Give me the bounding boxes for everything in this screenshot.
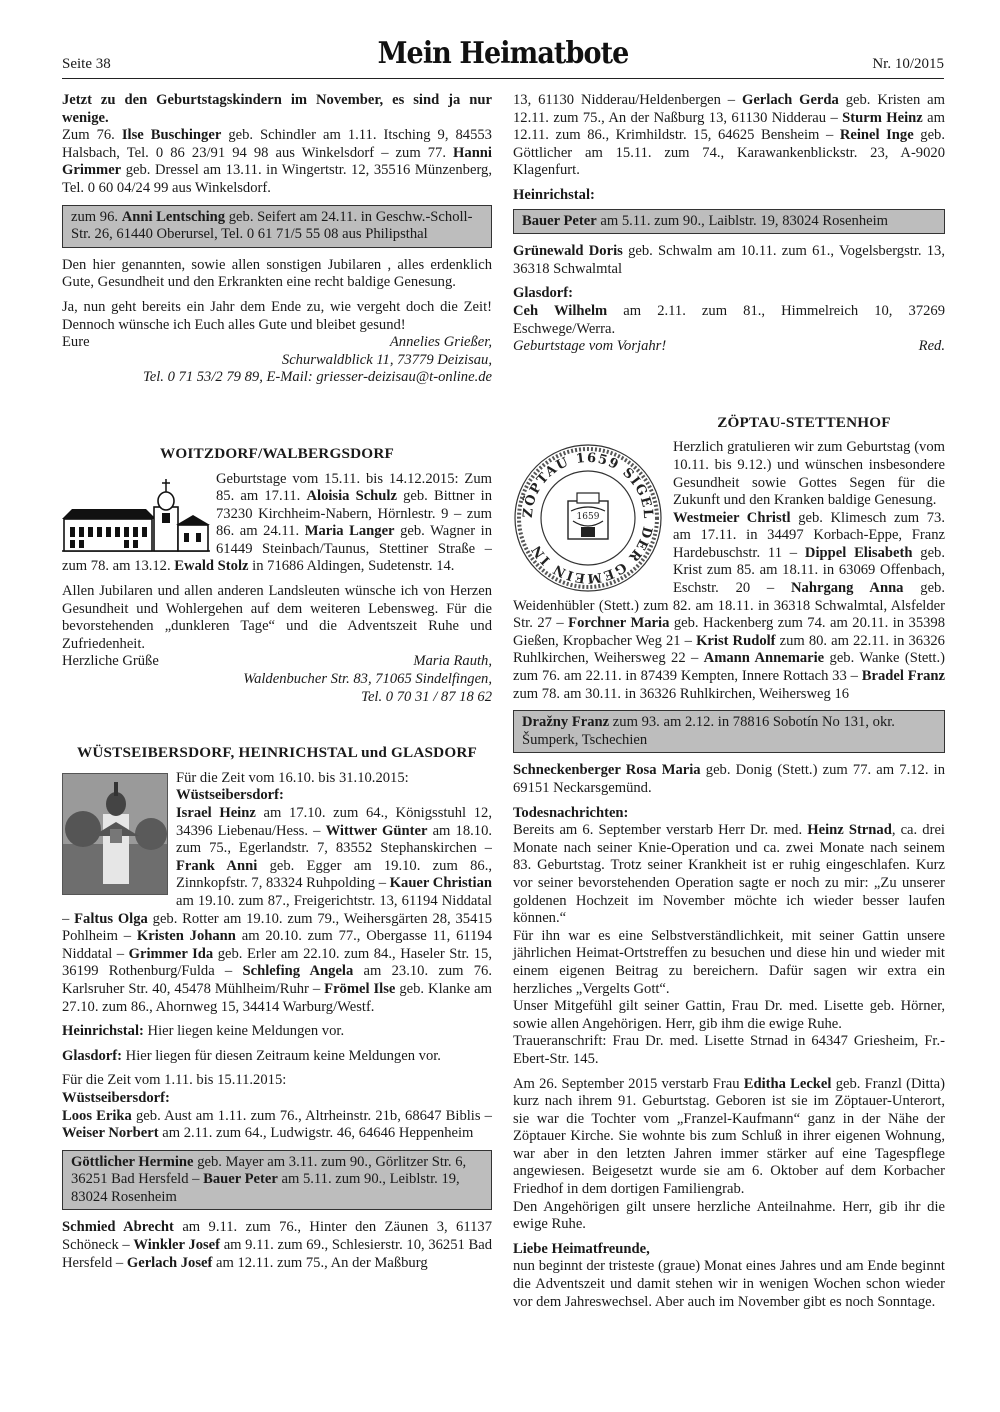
leckel-paragraph-2: Den Angehörigen gilt unsere herzliche Anteilnahme. Herr, gib ihr die ewige Ruhe.	[513, 1198, 945, 1233]
subheading: Heinrichstal:	[513, 186, 595, 203]
person-name: Nahrgang Anna	[791, 580, 904, 597]
person-name: Wittwer Günter	[325, 822, 428, 839]
church-photo	[62, 773, 168, 895]
woitz-paragraph: Geburtstage vom 15.11. bis 14.12.2015: Zum 85. am 17.11. Aloisia Schulz geb. Bittner in 73230 Kirchheim-Nabern, Hörnlestr. 9 – zum 86. am 24.11. Maria Langer geb. Wagner in 61449 Steinbach/Taunus, Stettiner Straße – zum 78. am 13.12. Ewald Stolz in 71686 Aldingen, Sudetenstr. 14.	[62, 470, 492, 575]
prev-year-row	[513, 338, 945, 356]
subheading: Todesnachrichten:	[513, 804, 629, 821]
person-name: Gerlach Josef	[126, 1254, 213, 1271]
person-name: Schmied Abrecht	[62, 1219, 174, 1236]
last-paragraph: Schmied Abrecht am 9.11. zum 76., Hinter den Zäunen 3, 61137 Schöneck – Winkler Josef am 9.11. zum 69., Schlesierstr. 10, 36251 Bad Hersfeld – Gerlach Josef am 12.11. zum 75., An der Maßburg	[62, 1219, 492, 1271]
zoe-intro: Herzlich gratulieren wir zum Geburtstag (vom 10.11. bis 9.12.) und wünschen insbesondere Gesundheit sowie Gottes Segen für die Zukunft und den Kranken baldige Genesung.	[673, 439, 945, 509]
signature-row	[62, 334, 492, 352]
svg-text:1659: 1659	[576, 512, 600, 523]
page-number: Seite 38	[62, 56, 111, 72]
person-name: Bradel Franz	[861, 668, 945, 685]
person-name: Dippel Elisabeth	[804, 544, 913, 561]
person-name: Anni Lentsching	[121, 208, 226, 225]
yearend-paragraph: Ja, nun geht bereits ein Jahr dem Ende zu, wie vergeht doch die Zeit! Dennoch wünsche ich Euch alles Gute und bleibet gesund!	[62, 298, 492, 333]
person-name: Maria Langer	[304, 523, 395, 540]
masthead-logo: Mein Heimatbote	[377, 36, 629, 71]
person-name: Kristen Johann	[136, 928, 236, 945]
person-name: Loos Erika	[62, 1107, 132, 1124]
strnad-paragraph-4: Traueranschrift: Frau Dr. med. Lisette Strnad in 64347 Griesheim, Fr.-Ebert-Str. 145.	[513, 1033, 945, 1067]
person-name: Schneckenberger Rosa Maria	[513, 762, 701, 779]
intro-paragraph: Zum 76. Ilse Buschinger geb. Schindler am 1.11. Itsching 9, 84553 Halsbach, Tel. 0 86 23/91 94 98 aus Winkelsdorf – zum 77. Hanni Grimmer geb. Dressel am 13.11. in Wingertstr. 12, 35516 Münzenberg, Tel. 0 60 04/24 99 aus Winkelsdorf.	[62, 127, 492, 196]
schn-paragraph: Schneckenberger Rosa Maria geb. Donig (Stett.) zum 77. am 7.12. in 69151 Neckarsgemünd.	[513, 762, 946, 796]
church-photo-icon	[63, 774, 167, 894]
section-heading: WÜSTSEIBERSDORF, HEINRICHSTAL und GLASDORF	[76, 744, 478, 762]
highlight-box: zum 96. Anni Lentsching geb. Seifert am 24.11. in Geschw.-Scholl-Str. 26, 61440 Oberursel, Tel. 0 61 71/5 55 08 aus Philipsthal	[62, 205, 492, 248]
woitz-block	[62, 471, 492, 584]
prev-year-note: Geburtstage vom Vorjahr!	[513, 338, 667, 355]
wue-period: Für die Zeit vom 16.10. bis 31.10.2015:	[176, 769, 409, 786]
signature-address: Schurwaldblick 11, 73779 Deizisau,	[281, 351, 492, 368]
strnad-paragraph-2: Für ihn war es eine Selbstverständlichkeit, mit seiner Gattin unsere jährlichen Heimat-Ortstreffen zu besuchen und diese hin und wieder mit einem eigenen Beitrag zu bereichern. Dafür sagen wir extra ein herzliches „Vergelts Gott“.	[513, 927, 945, 997]
church-drawing-icon	[62, 473, 210, 553]
person-name: Sturm Heinz	[842, 109, 923, 126]
zoe-block	[513, 439, 945, 703]
person-name: Amann Annemarie	[703, 650, 825, 667]
person-name: Forchner Maria	[568, 615, 670, 632]
person-name: Heinz Strnad	[807, 822, 892, 839]
page-header	[62, 36, 944, 79]
person-name: Ewald Stolz	[174, 558, 249, 575]
subheading: Liebe Heimatfreunde,	[513, 1240, 650, 1257]
liebe-paragraph: nun beginnt der tristeste (graue) Monat eines Jahres und am Ende beginnt die Adventszeit und damit stehen wir in wenigen Wochen schon wieder vor dem Jahreswechsel. Aber auch im November gibt es noch Sonntage.	[513, 1258, 945, 1310]
person-name: Bauer Peter	[203, 1171, 278, 1188]
person-name: Grünewald Doris	[513, 243, 623, 260]
person-name: Frank Anni	[176, 857, 258, 874]
glas-note: Glasdorf: Hier liegen für diesen Zeitraum keine Meldungen vor.	[62, 1047, 441, 1064]
signature-contact: Tel. 0 70 31 / 87 18 62	[361, 688, 492, 705]
person-name: Frömel Ilse	[324, 980, 396, 997]
section-heading: ZÖPTAU-STETTENHOF	[717, 413, 891, 431]
person-name: Göttlicher Hermine	[71, 1153, 194, 1170]
left-column	[62, 92, 492, 1279]
highlight-box: Göttlicher Hermine geb. Mayer am 3.11. zum 90., Görlitzer Str. 6, 36251 Bad Hersfeld – Bauer Peter am 5.11. zum 90., Leiblstr. 19, 83024 Rosenheim	[62, 1150, 492, 1211]
person-name: Faltus Olga	[74, 910, 148, 927]
issue-number: Nr. 10/2015	[872, 56, 944, 72]
period-2: Für die Zeit vom 1.11. bis 15.11.2015:	[62, 1072, 287, 1089]
highlight-box: Dražny Franz zum 93. am 2.12. in 78816 Sobotín No 131, okr. Šumperk, Tschechien	[513, 710, 945, 753]
person-name: Grimmer Ida	[128, 945, 214, 962]
signature-address: Waldenbucher Str. 83, 71065 Sindelfingen,	[243, 671, 492, 688]
strnad-paragraph-3: Unser Mitgefühl gilt seiner Gattin, Frau Dr. med. Lisette geb. Hörner, sowie allen Angehörigen. Herr, gib ihm die ewige Ruhe.	[513, 998, 945, 1032]
subheading: Wüstseibersdorf:	[62, 1089, 170, 1106]
heinr-note: Heinrichstal: Hier liegen keine Meldungen vor.	[62, 1023, 345, 1040]
person-name: Aloisia Schulz	[306, 488, 397, 505]
person-name: Hanni Grimmer	[62, 144, 492, 179]
svg-text:ZÖPTAU 1659 SIGEL DER GEMEIN I: ZÖPTAU 1659 SIGEL DER GEMEIN IN	[520, 451, 656, 586]
town-seal-icon	[513, 443, 663, 593]
person-name: Krist Rudolf	[696, 632, 776, 649]
subheading: Wüstseibersdorf:	[176, 787, 284, 804]
right-column	[513, 92, 945, 1318]
person-name: Schlefing Angela	[242, 963, 354, 980]
leckel-paragraph: Am 26. September 2015 verstarb Frau Editha Leckel geb. Franzl (Ditta) kurz nach ihrem 91. Geburtstag. Geboren ist sie im Zöptauer-Unterort, sie war die Tochter vom „Franzel-Kaufmann“ ganz in der Nähe der Zöptauer Kirche. Sie wohnte bis zum Schluß in ihrer eigenen Wohnung, war aber in den letzten Jahren immer stärker auf eine Tagespflege angewiesen. Beigesetzt wurde sie am 6. Oktober auf dem Korbacher Friedhof in dem dortigen Familiengrab.	[513, 1075, 946, 1198]
wishes-paragraph: Den hier genannten, sowie allen sonstigen Jubilaren , alles erdenklich Gute, Gesundheit und den Erkrankten eine recht baldige Genesung.	[62, 256, 492, 291]
ceh-paragraph: Ceh Wilhelm am 2.11. zum 81., Himmelreich 10, 37269 Eschwege/Werra.	[513, 302, 946, 337]
intro-heading: Jetzt zu den Geburtstagskindern im November, es sind ja nur wenige.	[62, 92, 492, 126]
person-name: Winkler Josef	[133, 1237, 221, 1254]
person-name: Bauer Peter	[522, 212, 597, 229]
person-name: Ceh Wilhelm	[513, 302, 608, 319]
wue-block	[62, 770, 492, 1023]
person-name: Ilse Buschinger	[121, 127, 222, 144]
section-heading: WOITZDORF/WALBERGSDORF	[160, 444, 394, 462]
woitz-signature-row	[62, 653, 492, 671]
signature-name: Maria Rauth,	[413, 653, 492, 670]
greeting: Herzliche Grüße	[62, 653, 159, 670]
strnad-paragraph: Bereits am 6. September verstarb Herr Dr. med. Heinz Strnad, ca. drei Monate nach seiner Knie-Operation und ca. zwei Monate nach seinem 83. Geburtstag. Trotz seiner Krankheit ist er ruhig eingeschlafen. Kurz vor seiner bevorstehenden Operation sagte er noch zu mir: „Zu unserer goldenen Hochzeit im November möchte ich wieder besser laufen können.“	[513, 822, 945, 927]
signature-contact: Tel. 0 71 53/2 79 89, E-Mail: griesser-deizisau@t-online.de	[142, 369, 492, 386]
editor-mark: Red.	[918, 338, 945, 355]
subheading: Glasdorf:	[513, 285, 573, 302]
person-name: Weiser Norbert	[62, 1125, 159, 1142]
closing-word: Eure	[62, 334, 90, 351]
signature-name: Annelies Grießer,	[389, 334, 492, 351]
highlight-box: Bauer Peter am 5.11. zum 90., Laiblstr. 19, 83024 Rosenheim	[513, 209, 945, 235]
person-name: Westmeier Christl	[673, 509, 791, 526]
person-name: Israel Heinz	[176, 805, 256, 821]
continued-paragraph: 13, 61130 Nidderau/Heldenbergen – Gerlach Gerda geb. Kristen am 12.11. zum 75., An der Naßburg 13, 61130 Nidderau – Sturm Heinz am 12.11. zum 86., Krimhildstr. 15, 64625 Bensheim – Reinel Inge geb. Göttlicher am 15.11. zum 74., Karawankenblickstr. 23, A-9020 Klagenfurt.	[513, 92, 946, 179]
gruen-paragraph: Grünewald Doris geb. Schwalm am 10.11. zum 61., Vogelsbergstr. 13, 36318 Schwalmtal	[513, 243, 946, 277]
person-name: Reinel Inge	[839, 127, 914, 144]
person-name: Gerlach Gerda	[741, 92, 839, 108]
wue-paragraph: Israel Heinz am 17.10. zum 64., Königsstuhl 12, 34396 Liebenau/Hess. – Wittwer Günter am 18.10. zum 75., Egerlandstr. 7, 83552 Stephanskirchen – Frank Anni geb. Egger am 19.10. zum 86., Zinnkopfstr. 7, 83324 Ruhpolding – Kauer Christian am 19.10. zum 87., Freigerichtstr. 13, 61194 Niddatal – Faltus Olga geb. Rotter am 19.10. zum 79., Weihersgärten 28, 35415 Pohlheim – Kristen Johann am 20.10. zum 77., Obergasse 11, 61194 Niddatal – Grimmer Ida geb. Erler am 22.10. zum 84., Haseler Str. 15, 36199 Rothenburg/Fulda – Schlefing Angela am 23.10. zum 76. Karlsruher Str. 40, 45478 Mühlheim/Ruhr – Frömel Ilse geb. Klanke am 27.10. zum 86., Ahornweg 15, 34414 Warburg/Westf.	[62, 805, 492, 1015]
person-name: Kauer Christian	[389, 875, 492, 892]
person-name: Dražny Franz	[522, 714, 610, 731]
woitz-wishes: Allen Jubilaren und allen anderen Landsleuten wünsche ich von Herzen Gesundheit und Wohlergehen auf dem weiteren Lebensweg. Für die bevorstehenden „dunkleren Tage“ und die Adventszeit Ruhe und Zufriedenheit.	[62, 583, 492, 652]
zoe-paragraph: Westmeier Christl geb. Klimesch zum 73. am 17.11. in 34497 Korbach-Eppe, Franz Hardebuschstr. 11 – Dippel Elisabeth geb. Krist zum 85. am 18.11. in 63069 Offenbach, Eschstr. 20 – Nahrgang Anna geb. Weidenhübler (Stett.) zum 82. am 18.11. in 36318 Schwalmtal, Alsfelder Str. 27 – Forchner Maria geb. Hackenberg zum 74. am 20.11. in 35398 Gießen, Kropbacher Weg 21 – Krist Rudolf zum 80. am 22.11. in 36326 Ruhlkirchen, Weihersweg 22 – Amann Annemarie geb. Wanke (Stett.) zum 76. am 22.11. in 87439 Kempten, Innere Rottach 33 – Bradel Franz zum 78. am 30.11. in 36326 Ruhlkirchen, Weihersweg 16	[513, 509, 946, 702]
person-name: Editha Leckel	[743, 1075, 832, 1092]
nov-paragraph: Loos Erika geb. Aust am 1.11. zum 76., Altrheinstr. 21b, 68647 Biblis – Weiser Norbert am 2.11. zum 64., Ludwigstr. 46, 64646 Heppenheim	[62, 1107, 492, 1142]
